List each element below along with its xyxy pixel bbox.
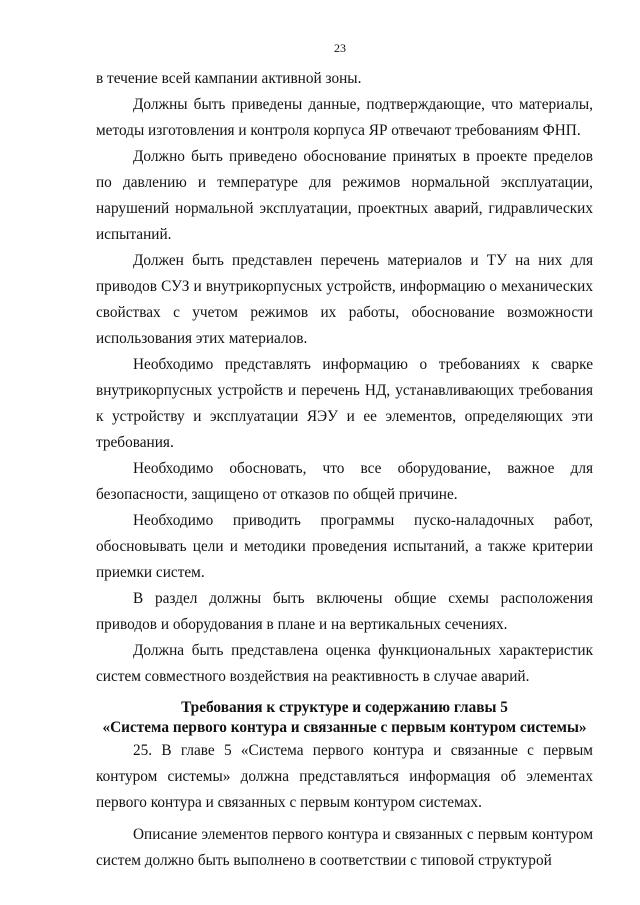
paragraph-commissioning: Необходимо приводить программы пуско-наладочных работ, обосновывать цели и методики проведения испытаний, а также критерии приемки систем. xyxy=(96,512,593,581)
paragraph-pressure-limits: Должно быть приведено обоснование принятых в проекте пределов по давлению и температуре для режимов нормальной эксплуатации, нарушений нормальной эксплуатации, проектных аварий, гидравлических испытаний. xyxy=(96,148,593,243)
paragraph-common-cause: Необходимо обосновать, что все оборудование, важное для безопасности, защищено от отказов по общей причине. xyxy=(96,460,593,503)
paragraph-chapter5-intro: 25. В главе 5 «Система первого контура и связанные с первым контуром системы» должна представляться информация об элементах первого контура и связанных с первым контуром системах. xyxy=(96,742,593,811)
paragraph-continuation: в течение всей кампании активной зоны. xyxy=(96,70,362,87)
section-heading-line2: «Система первого контура и связанные с первым контуром системы» xyxy=(102,719,587,736)
paragraph-welding-requirements: Необходимо представлять информацию о требованиях к сварке внутрикорпусных устройств и перечень НД, устанавливающих требования к устройству и эксплуатации ЯЭУ и ее элементов, определяющих эти требования. xyxy=(96,356,593,451)
paragraph-chapter5-description: Описание элементов первого контура и связанных с первым контуром систем должно быть выполнено в соответствии с типовой структурой xyxy=(96,826,593,869)
document-body xyxy=(96,66,593,874)
paragraph-layout-schemes: В раздел должны быть включены общие схемы расположения приводов и оборудования в плане и на вертикальных сечениях. xyxy=(96,590,593,633)
paragraph-reactivity-assessment: Должна быть представлена оценка функциональных характеристик систем совместного воздействия на реактивность в случае аварий. xyxy=(96,642,593,685)
page-number: 23 xyxy=(334,41,346,55)
paragraph-materials-data: Должны быть приведены данные, подтверждающие, что материалы, методы изготовления и контроля корпуса ЯР отвечают требованиям ФНП. xyxy=(96,96,593,139)
paragraph-materials-list: Должен быть представлен перечень материалов и ТУ на них для приводов СУЗ и внутрикорпусных устройств, информацию о механических свойствах с учетом режимов их работы, обоснование возможности использования этих материалов. xyxy=(96,252,593,347)
section-heading-line1: Требования к структуре и содержанию главы 5 xyxy=(181,699,508,716)
